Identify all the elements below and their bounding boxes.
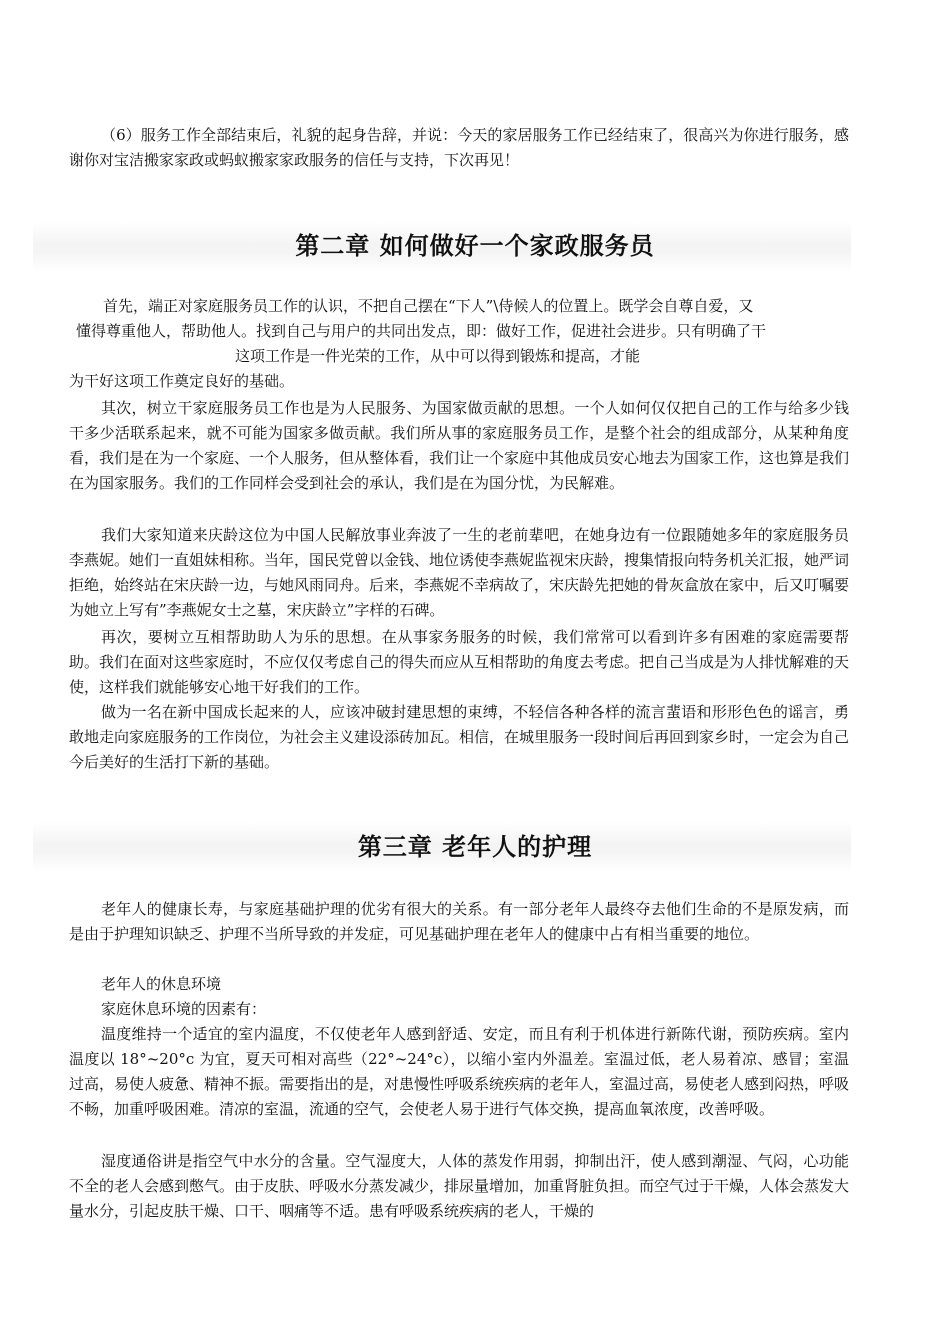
chapter-two-paragraph-4: 再次，要树立互相帮助助人为乐的思想。在从事家务服务的时候，我们常常可以看到许多有困难的家庭需要帮助。我们在面对这些家庭时，不应仅仅考虑自己的得失而应从互相帮助的角度去考虑。把自己当成是为人排忧解难的天使，这样我们就能够安心地干好我们的工作。 [69,628,850,696]
environment-factors-heading: 家庭休息环境的因素有： [101,1000,267,1018]
temperature-paragraph: 温度维持一个适宜的室内温度，不仅使老年人感到舒适、安定，而且有利于机体进行新陈代谢，预防疾病。室内温度以 18°~20°c 为宜，夏天可相对高些（22°~24°c），以缩小室内外温差。室温过低，老人易着凉、感冒；室温过高，易使人疲惫、精神不振。需要指出的是，对患慢性呼吸系统疾病的老年人，室温过高，易使老人感到闷热，呼吸不畅，加重呼吸困难。清凉的室温，流通的空气，会使老人易于进行气体交换，提高血氧浓度，改善呼吸。 [69,1025,850,1118]
chapter-two-p1-line4: 为干好这项工作奠定良好的基础。 [69,372,295,390]
chapter-three-paragraph-1: 老年人的健康长寿，与家庭基础护理的优劣有很大的关系。有一部分老年人最终夺去他们生命的不是原发病，而是由于护理知识缺乏、护理不当所导致的并发症，可见基础护理在老年人的健康中占有相当重要的地位。 [69,900,849,943]
chapter-three-title: 第三章 老年人的护理 [357,832,593,861]
chapter-two-paragraph-3: 我们大家知道来庆龄这位为中国人民解放事业奔波了一生的老前辈吧，在她身边有一位跟随她多年的家庭服务员李燕妮。她们一直姐妹相称。当年，国民党曾以金钱、地位诱使李燕妮监视宋庆龄，搜集情报向特务机关汇报，她严词拒绝，始终站在宋庆龄一边，与她风雨同舟。后来，李燕妮不幸病故了，宋庆龄先把她的骨灰盒放在家中，后又叮嘱要为她立上写有”李燕妮女士之墓，宋庆龄立”字样的石碑。 [69,526,850,619]
chapter-two-p1-line3: 这项工作是一件光荣的工作，从中可以得到锻炼和提高，才能 [235,347,641,365]
chapter-two-paragraph-5: 做为一名在新中国成长起来的人，应该冲破封建思想的束缚，不轻信各种各样的流言蜚语和形形色色的谣言，勇敢地走向家庭服务的工作岗位，为社会主义建设添砖加瓦。相信，在城里服务一段时间后再回到家乡时，一定会为自己今后美好的生活打下新的基础。 [69,703,850,771]
chapter-two-p1-line1: 首先，端正对家庭服务员工作的认识，不把自己摆在“下人”\侍候人的位置上。既学会自尊自爱，又 [103,297,754,315]
humidity-paragraph: 湿度通俗讲是指空气中水分的含量。空气湿度大，人体的蒸发作用弱，抑制出汗，使人感到潮湿、气闷，心功能不全的老人会感到憋气。由于皮肤、呼吸水分蒸发减少，排尿量增加，加重肾脏负担。而空气过于干燥，人体会蒸发大量水分，引起皮肤干燥、口干、咽痛等不适。患有呼吸系统疾病的老人，干燥的 [69,1152,850,1220]
rest-environment-heading: 老年人的休息环境 [101,975,222,993]
chapter-two-title: 第二章 如何做好一个家政服务员 [295,231,655,260]
chapter-two-paragraph-2: 其次，树立干家庭服务员工作也是为人民服务、为国家做贡献的思想。一个人如何仅仅把自己的工作与给多少钱干多少活联系起来，就不可能为国家多做贡献。我们所从事的家庭服务员工作，是整个社会的组成部分，从某种角度看，我们是在为一个家庭、一个人服务，但从整体看，我们让一个家庭中其他成员安心地去为国家工作，这也算是我们在为国家服务。我们的工作同样会受到社会的承认，我们是在为国分忧，为民解难。 [69,399,850,492]
service-closing-paragraph: （6）服务工作全部结束后，礼貌的起身告辞，并说：今天的家居服务工作已经结束了，很高兴为你进行服务，感谢你对宝洁搬家家政或蚂蚁搬家家政服务的信任与支持，下次再见！ [69,126,849,169]
chapter-two-p1-line2: 懂得尊重他人，帮助他人。找到自己与用户的共同出发点，即：做好工作，促进社会进步。只有明确了干 [76,322,767,340]
